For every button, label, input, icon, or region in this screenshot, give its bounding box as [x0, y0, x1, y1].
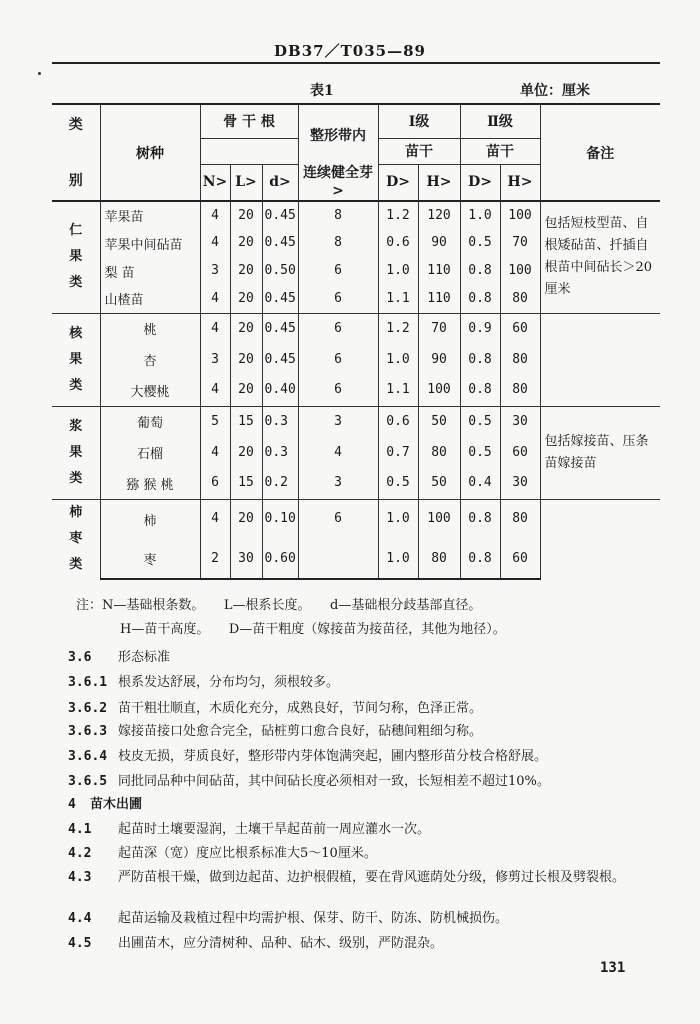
value-cell-h1: 120: [418, 201, 460, 229]
section-number: 3.6.5: [68, 774, 108, 789]
section-text: 同批同品种中间砧苗，其中间砧长度必须相对一致，长短相差不超过10%。: [118, 774, 550, 789]
section-item: [68, 646, 668, 665]
section-item: [68, 720, 668, 739]
value-cell-d: 0.50: [262, 257, 298, 285]
value-cell-belt: 4: [298, 437, 378, 468]
section-number: 4.3: [68, 870, 92, 885]
section-text: 严防苗根干燥，做到边起苗、边护根假植，要在背风遮荫处分级，修剪过长根及劈裂根。: [118, 870, 626, 885]
value-cell-d1: 1.0: [378, 257, 418, 285]
value-cell-n: 4: [200, 229, 230, 257]
value-cell-d: 0.3: [262, 437, 298, 468]
section-number: 4: [68, 797, 76, 812]
value-cell-d1: 1.1: [378, 285, 418, 313]
category-cell: 柿 枣 类: [52, 499, 100, 579]
header-n: N>: [200, 164, 230, 201]
value-cell-d2: 0.9: [460, 313, 500, 344]
table-title: 表1: [310, 83, 334, 99]
value-cell-d: 0.3: [262, 406, 298, 437]
section-item: [68, 842, 668, 861]
value-cell-h2: 80: [500, 375, 540, 406]
section-text: 根系发达舒展，分布均匀，须根较多。: [118, 675, 340, 690]
species-cell: 猕 猴 桃: [100, 468, 200, 499]
value-cell-l: 20: [230, 285, 262, 313]
value-cell-h2: 30: [500, 468, 540, 499]
document-header: DB37／T035—89: [274, 42, 426, 60]
species-cell: 苹果苗: [100, 201, 200, 229]
value-cell-l: 20: [230, 257, 262, 285]
value-cell-l: 20: [230, 344, 262, 375]
header-grade1-sub: 苗干: [378, 138, 460, 164]
section-item: [68, 907, 668, 926]
value-cell-d: 0.40: [262, 375, 298, 406]
value-cell-n: 2: [200, 539, 230, 579]
value-cell-n: 4: [200, 285, 230, 313]
value-cell-n: 4: [200, 313, 230, 344]
section-number: 4.1: [68, 822, 92, 837]
section-text: 形态标准: [118, 650, 171, 665]
section-number: 3.6.4: [68, 749, 108, 764]
section-item: [68, 932, 668, 951]
table-unit: 单位：厘米: [520, 83, 590, 99]
value-cell-n: 3: [200, 257, 230, 285]
table-body: [52, 201, 660, 579]
value-cell-belt: 6: [298, 285, 378, 313]
value-cell-h2: 30: [500, 406, 540, 437]
note-cell: [540, 313, 660, 406]
value-cell-l: 20: [230, 201, 262, 229]
section-text: 枝皮无损，芽质良好，整形带内芽体饱满突起，圃内整形苗分枝合格舒展。: [118, 749, 548, 764]
section-number: 3.6: [68, 650, 92, 665]
note-cell: [540, 499, 660, 579]
value-cell-d1: 0.6: [378, 229, 418, 257]
section-number: 3.6.3: [68, 724, 108, 739]
section-item: [68, 671, 668, 690]
seedling-standard-table: [52, 103, 660, 580]
header-H2: H>: [500, 164, 540, 201]
value-cell-belt: 6: [298, 344, 378, 375]
value-cell-l: 20: [230, 499, 262, 539]
species-cell: 桃: [100, 313, 200, 344]
header-D2: D>: [460, 164, 500, 201]
value-cell-belt: 6: [298, 257, 378, 285]
value-cell-n: 4: [200, 201, 230, 229]
section-text: 出圃苗木，应分清树种、品种、砧木、级别，严防混杂。: [118, 936, 444, 951]
value-cell-h2: 70: [500, 229, 540, 257]
header-belt-gt: >: [332, 183, 344, 199]
value-cell-d2: 0.8: [460, 539, 500, 579]
category-cell: 仁 果 类: [52, 201, 100, 313]
header-species: 树种: [100, 104, 200, 201]
section-text: 起苗时土壤要湿润，土壤干旱起苗前一周应灌水一次。: [118, 822, 431, 837]
value-cell-h2: 100: [500, 201, 540, 229]
header-H1: H>: [418, 164, 460, 201]
section-text: 嫁接苗接口处愈合完全，砧桩剪口愈合良好，砧穗间粗细匀称。: [118, 724, 483, 739]
value-cell-h2: 60: [500, 437, 540, 468]
value-cell-belt: 6: [298, 313, 378, 344]
note-cell: 包括短枝型苗、自根矮砧苗、扦插自根苗中间砧长＞20厘米: [540, 201, 660, 313]
value-cell-n: 5: [200, 406, 230, 437]
value-cell-l: 15: [230, 468, 262, 499]
value-cell-d: 0.2: [262, 468, 298, 499]
value-cell-h1: 50: [418, 468, 460, 499]
value-cell-h2: 100: [500, 257, 540, 285]
header-roots-spacer: [200, 138, 298, 164]
species-cell: 大樱桃: [100, 375, 200, 406]
section-item: [68, 770, 668, 789]
section-item: [68, 697, 668, 716]
value-cell-d: 0.45: [262, 313, 298, 344]
page-number: 131: [600, 960, 626, 976]
value-cell-belt: 6: [298, 499, 378, 539]
header-category: 类 别: [52, 104, 100, 201]
species-cell: 石榴: [100, 437, 200, 468]
value-cell-l: 30: [230, 539, 262, 579]
value-cell-d2: 0.8: [460, 257, 500, 285]
value-cell-h2: 80: [500, 344, 540, 375]
note-line-1: 注：N—基础根条数。 L—根系长度。 d—基础根分歧基部直径。: [76, 598, 482, 613]
table-row: [52, 201, 660, 229]
section-number: 4.5: [68, 936, 92, 951]
section-item: [68, 818, 668, 837]
note-line-2: H—苗干高度。 D—苗干粗度（嫁接苗为接苗径，其他为地径）。: [120, 622, 506, 637]
value-cell-d1: 0.6: [378, 406, 418, 437]
value-cell-d: 0.45: [262, 229, 298, 257]
value-cell-d2: 0.8: [460, 375, 500, 406]
value-cell-l: 15: [230, 406, 262, 437]
value-cell-d2: 0.8: [460, 499, 500, 539]
header-grade2: Ⅱ级: [460, 104, 540, 138]
value-cell-belt: [298, 539, 378, 579]
table-row: [52, 313, 660, 344]
value-cell-belt: 8: [298, 229, 378, 257]
value-cell-h2: 60: [500, 539, 540, 579]
value-cell-d2: 0.4: [460, 468, 500, 499]
header-roots: 骨 干 根: [200, 104, 298, 138]
species-cell: 葡萄: [100, 406, 200, 437]
header-note: 备注: [540, 104, 660, 201]
category-cell: 浆 果 类: [52, 406, 100, 499]
value-cell-d2: 0.8: [460, 344, 500, 375]
table-row: [52, 499, 660, 539]
section-item: [68, 866, 643, 890]
value-cell-d: 0.45: [262, 285, 298, 313]
header-D1: D>: [378, 164, 418, 201]
value-cell-h1: 110: [418, 285, 460, 313]
value-cell-n: 3: [200, 344, 230, 375]
category-cell: 核 果 类: [52, 313, 100, 406]
header-grade2-sub: 苗干: [460, 138, 540, 164]
value-cell-d2: 0.8: [460, 285, 500, 313]
value-cell-n: 4: [200, 499, 230, 539]
value-cell-h1: 110: [418, 257, 460, 285]
value-cell-n: 6: [200, 468, 230, 499]
section-number: 4.2: [68, 846, 92, 861]
value-cell-l: 20: [230, 375, 262, 406]
value-cell-h1: 90: [418, 229, 460, 257]
value-cell-h1: 80: [418, 437, 460, 468]
value-cell-d: 0.45: [262, 344, 298, 375]
value-cell-d: 0.60: [262, 539, 298, 579]
value-cell-d1: 1.0: [378, 499, 418, 539]
value-cell-d1: 1.1: [378, 375, 418, 406]
section-number: 3.6.2: [68, 701, 108, 716]
header-grade1: Ⅰ级: [378, 104, 460, 138]
value-cell-n: 4: [200, 437, 230, 468]
speck: [38, 72, 41, 75]
section-text: 苗木出圃: [90, 797, 143, 812]
value-cell-d1: 1.2: [378, 313, 418, 344]
header-d: d>: [262, 164, 298, 201]
value-cell-d2: 0.5: [460, 437, 500, 468]
value-cell-h1: 50: [418, 406, 460, 437]
section-number: 3.6.1: [68, 675, 108, 690]
species-cell: 杏: [100, 344, 200, 375]
species-cell: 柿: [100, 499, 200, 539]
value-cell-d1: 0.7: [378, 437, 418, 468]
value-cell-d1: 1.0: [378, 344, 418, 375]
note-cell: 包括嫁接苗、压条苗嫁接苗: [540, 406, 660, 499]
value-cell-n: 4: [200, 375, 230, 406]
value-cell-d1: 0.5: [378, 468, 418, 499]
value-cell-d: 0.45: [262, 201, 298, 229]
value-cell-h1: 100: [418, 375, 460, 406]
value-cell-h1: 90: [418, 344, 460, 375]
value-cell-d2: 1.0: [460, 201, 500, 229]
species-cell: 梨 苗: [100, 257, 200, 285]
value-cell-d: 0.10: [262, 499, 298, 539]
section-number: 4.4: [68, 911, 92, 926]
header-belt-sub-text: 连续健全芽: [303, 165, 374, 181]
value-cell-h1: 70: [418, 313, 460, 344]
value-cell-d1: 1.2: [378, 201, 418, 229]
value-cell-h1: 80: [418, 539, 460, 579]
top-rule: [52, 62, 660, 64]
value-cell-d2: 0.5: [460, 229, 500, 257]
header-belt-sub: [298, 164, 378, 201]
value-cell-h2: 80: [500, 285, 540, 313]
species-cell: 山楂苗: [100, 285, 200, 313]
section-text: 起苗运输及栽植过程中均需护根、保芽、防干、防冻、防机械损伤。: [118, 911, 509, 926]
section-text: 起苗深（宽）度应比根系标准大5～10厘米。: [118, 846, 377, 861]
value-cell-h2: 60: [500, 313, 540, 344]
value-cell-belt: 6: [298, 375, 378, 406]
section-item: [68, 745, 668, 764]
value-cell-d2: 0.5: [460, 406, 500, 437]
value-cell-h2: 80: [500, 499, 540, 539]
value-cell-belt: 8: [298, 201, 378, 229]
value-cell-l: 20: [230, 313, 262, 344]
header-belt: 整形带内: [298, 104, 378, 164]
species-cell: 苹果中间砧苗: [100, 229, 200, 257]
value-cell-belt: 3: [298, 406, 378, 437]
section-item: [68, 793, 668, 812]
value-cell-l: 20: [230, 437, 262, 468]
species-cell: 枣: [100, 539, 200, 579]
section-text: 苗干粗壮顺直，木质化充分，成熟良好，节间匀称，色泽正常。: [118, 701, 483, 716]
value-cell-d1: 1.0: [378, 539, 418, 579]
header-l: L>: [230, 164, 262, 201]
value-cell-l: 20: [230, 229, 262, 257]
table-row: [52, 406, 660, 437]
value-cell-belt: 3: [298, 468, 378, 499]
value-cell-h1: 100: [418, 499, 460, 539]
